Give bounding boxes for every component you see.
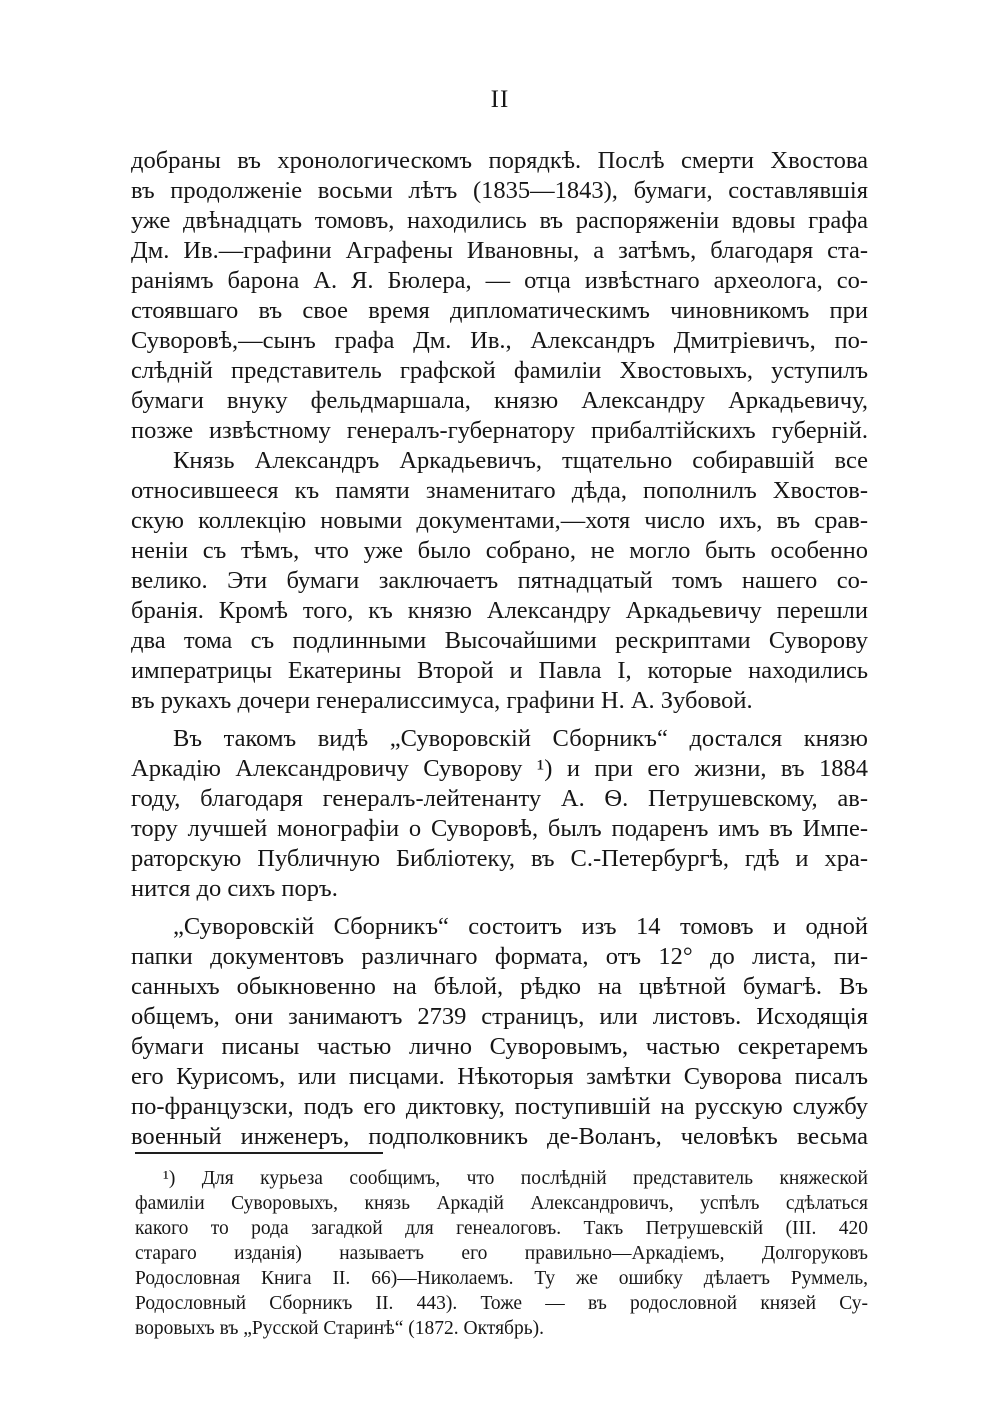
text-line: императрицы Екатерины Второй и Павла I, которые находились bbox=[131, 657, 868, 684]
text-line: два тома съ подлинными Высочайшими рескриптами Суворову bbox=[131, 627, 868, 654]
text-line: нится до сихъ поръ. bbox=[131, 875, 338, 902]
text-line: позже извѣстному генералъ-губернатору прибалтійскихъ губерній. bbox=[131, 417, 868, 444]
paragraph-gap bbox=[131, 904, 868, 912]
text-line: велико. Эти бумаги заключаетъ пятнадцатый томъ нашего со- bbox=[131, 567, 868, 594]
text-line: бумаги внуку фельдмаршала, князю Александру Аркадьевичу, bbox=[131, 387, 868, 414]
text-line: году, благодаря генералъ-лейтенанту А. Ѳ. Петрушевскому, ав- bbox=[131, 785, 868, 812]
footnote-divider bbox=[135, 1152, 383, 1154]
text-line: военный инженеръ, подполковникъ де-Воланъ, человѣкъ весьма bbox=[131, 1123, 868, 1150]
text-line: его Курисомъ, или писцами. Нѣкоторыя замѣтки Суворова писалъ bbox=[131, 1063, 868, 1090]
paragraph-1 bbox=[131, 146, 868, 446]
text-line: тору лучшей монографіи о Суворовѣ, былъ подаренъ имъ въ Импе- bbox=[131, 815, 868, 842]
footnote-line: фамиліи Суворовыхъ, князь Аркадій Александровичъ, успѣлъ сдѣлаться bbox=[135, 1193, 868, 1214]
footnote-line: Родословный Сборникъ II. 443). Тоже — въ родословной князей Су- bbox=[135, 1293, 868, 1314]
text-line: бранія. Кромѣ того, къ князю Александру Аркадьевичу перешли bbox=[131, 597, 868, 624]
text-line: Князь Александръ Аркадьевичъ, тщательно собиравшій все bbox=[173, 447, 868, 474]
text-line: добраны въ хронологическомъ порядкѣ. Послѣ смерти Хвостова bbox=[131, 147, 868, 174]
paragraph-gap bbox=[131, 716, 868, 724]
footnote-line: какого то рода загадкой для генеалоговъ. Такъ Петрушевскій (III. 420 bbox=[135, 1218, 868, 1239]
text-line: папки документовъ различнаго формата, отъ 12° до листа, пи- bbox=[131, 943, 868, 970]
page-number: II bbox=[490, 86, 510, 113]
text-line: по-французски, подъ его диктовку, поступившій на русскую службу bbox=[131, 1093, 868, 1120]
footnote-line: воровыхъ въ „Русской Старинѣ“ (1872. Октябрь). bbox=[135, 1318, 544, 1339]
text-line: Дм. Ив.—графини Аграфены Ивановны, а затѣмъ, благодаря ста- bbox=[131, 237, 868, 264]
footnote-line: Родословная Книга II. 66)—Николаемъ. Ту же ошибку дѣлаетъ Руммель, bbox=[135, 1268, 868, 1289]
text-line: Суворовѣ,—сынъ графа Дм. Ив., Александръ Дмитріевичъ, по- bbox=[131, 327, 868, 354]
text-line: раторскую Публичную Библіотеку, въ С.-Петербургѣ, гдѣ и хра- bbox=[131, 845, 868, 872]
paragraph-3 bbox=[131, 724, 868, 904]
text-line: въ продолженіе восьми лѣтъ (1835—1843), бумаги, составлявшія bbox=[131, 177, 868, 204]
body-text bbox=[131, 146, 868, 1152]
text-line: санныхъ обыкновенно на бѣлой, рѣдко на цвѣтной бумагѣ. Въ bbox=[131, 973, 868, 1000]
footnote-line: ¹) Для курьеза сообщимъ, что послѣдній представитель княжеской bbox=[163, 1168, 868, 1189]
footnote bbox=[135, 1166, 868, 1341]
paragraph-2 bbox=[131, 446, 868, 716]
text-line: Въ такомъ видѣ „Суворовскій Сборникъ“ достался князю bbox=[173, 725, 868, 752]
text-line: общемъ, они занимаютъ 2739 страницъ, или листовъ. Исходящія bbox=[131, 1003, 868, 1030]
text-line: относившееся къ памяти знаменитаго дѣда, пополнилъ Хвостов- bbox=[131, 477, 868, 504]
text-line: „Суворовскій Сборникъ“ состоитъ изъ 14 томовъ и одной bbox=[173, 913, 868, 940]
text-line: неніи съ тѣмъ, что уже было собрано, не могло быть особенно bbox=[131, 537, 868, 564]
text-line: Аркадію Александровичу Суворову ¹) и при его жизни, въ 1884 bbox=[131, 755, 868, 782]
text-line: въ рукахъ дочери генералиссимуса, графини Н. А. Зубовой. bbox=[131, 687, 753, 714]
footnote-line: стараго изданія) называетъ его правильно—Аркадіемъ, Долгоруковъ bbox=[135, 1243, 868, 1264]
text-line: уже двѣнадцать томовъ, находились въ распоряженіи вдовы графа bbox=[131, 207, 868, 234]
paragraph-4 bbox=[131, 912, 868, 1152]
text-line: слѣдній представитель графской фамиліи Хвостовыхъ, уступилъ bbox=[131, 357, 868, 384]
text-line: бумаги писаны частью лично Суворовымъ, частью секретаремъ bbox=[131, 1033, 868, 1060]
text-line: раніямъ барона А. Я. Бюлера, — отца извѣстнаго археолога, со- bbox=[131, 267, 868, 294]
text-line: стоявшаго въ свое время дипломатическимъ чиновникомъ при bbox=[131, 297, 868, 324]
text-line: скую коллекцію новыми документами,—хотя число ихъ, въ срав- bbox=[131, 507, 868, 534]
